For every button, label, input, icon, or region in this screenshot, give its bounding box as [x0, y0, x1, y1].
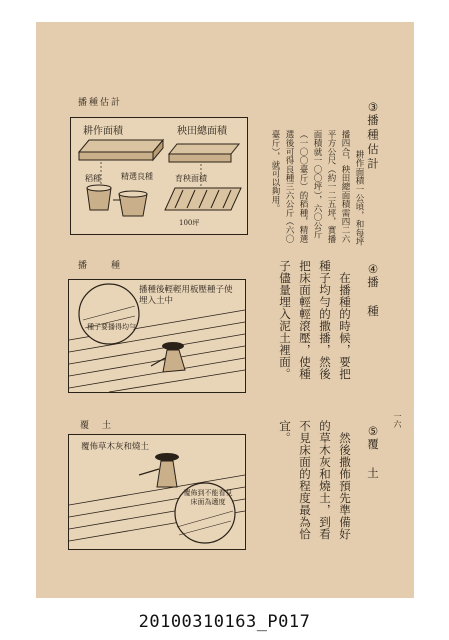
illus-banner-sowing: 播種後輕輕用板壓種子使埋入土中	[139, 285, 233, 306]
section-heading-covering-soil: 覆 土	[366, 438, 380, 482]
body-line: 把床面輕輕滾壓，使種	[298, 260, 312, 380]
illus-banner-covering-soil: 覆佈草木灰和燒土	[81, 442, 150, 452]
section-caption-seeding-estimate: 播種估計	[78, 98, 123, 108]
section-heading-sowing: 播 種	[366, 276, 380, 320]
body-line: 宜。	[278, 420, 292, 444]
body-line: 臺斤），就可以夠用。	[270, 130, 280, 213]
section-number-4: ④	[366, 262, 380, 277]
body-line: 面積就一〇〇坪），六〇公斤	[312, 130, 322, 239]
illus-inset-sowing: 種子要播得均勻	[87, 323, 136, 331]
section-number-3: ③	[366, 100, 380, 115]
body-line: 選後可得良種三六公斤（六〇	[284, 130, 294, 244]
illus-inset-covering-soil: 覆佈到不能看見床面為適度	[183, 489, 233, 506]
illus-label-bed-area: 育秧面積	[175, 174, 207, 183]
illus-label-field-area: 耕作面積	[83, 126, 123, 137]
illus-footnote: 100坪	[179, 219, 200, 227]
body-line: 平方公尺（約一二五坪，實播	[326, 130, 336, 244]
body-line: （一〇〇臺斤）的稻種，精選	[298, 130, 308, 244]
section-caption-covering-soil: 覆 土	[80, 421, 114, 431]
illustration-seeding-estimate	[70, 117, 248, 235]
body-line: 然後撒佈預先準備好	[338, 432, 352, 540]
body-line: 耕作面積一公頃，和每坪	[354, 150, 364, 246]
section-number-5: ⑤	[366, 424, 380, 439]
illus-label-nursery-area: 秧田總面積	[177, 126, 227, 137]
illus-label-seed: 稻種	[85, 174, 101, 183]
illustration-sowing	[68, 279, 246, 393]
page-number: 一六	[393, 412, 402, 429]
section-heading-seeding-estimate: 播種估計	[366, 114, 380, 172]
illustration-covering-soil	[68, 434, 246, 550]
illus-label-selected-seed: 精選良種	[121, 172, 153, 181]
body-line: 種子均勻的撒播，然後	[318, 260, 332, 380]
archive-id-caption: 20100310163_P017	[138, 612, 311, 632]
body-line: 播四合，秧田總面積需四二六	[340, 130, 350, 244]
section-caption-sowing: 播 種	[78, 261, 123, 271]
body-line: 的草木灰和燒土，到看	[318, 420, 332, 540]
body-line: 不見床面的程度最為恰	[298, 420, 312, 540]
body-line: 在播種的時候，要把	[338, 272, 352, 380]
body-line: 子儘量埋入泥土裡面。	[278, 260, 292, 380]
